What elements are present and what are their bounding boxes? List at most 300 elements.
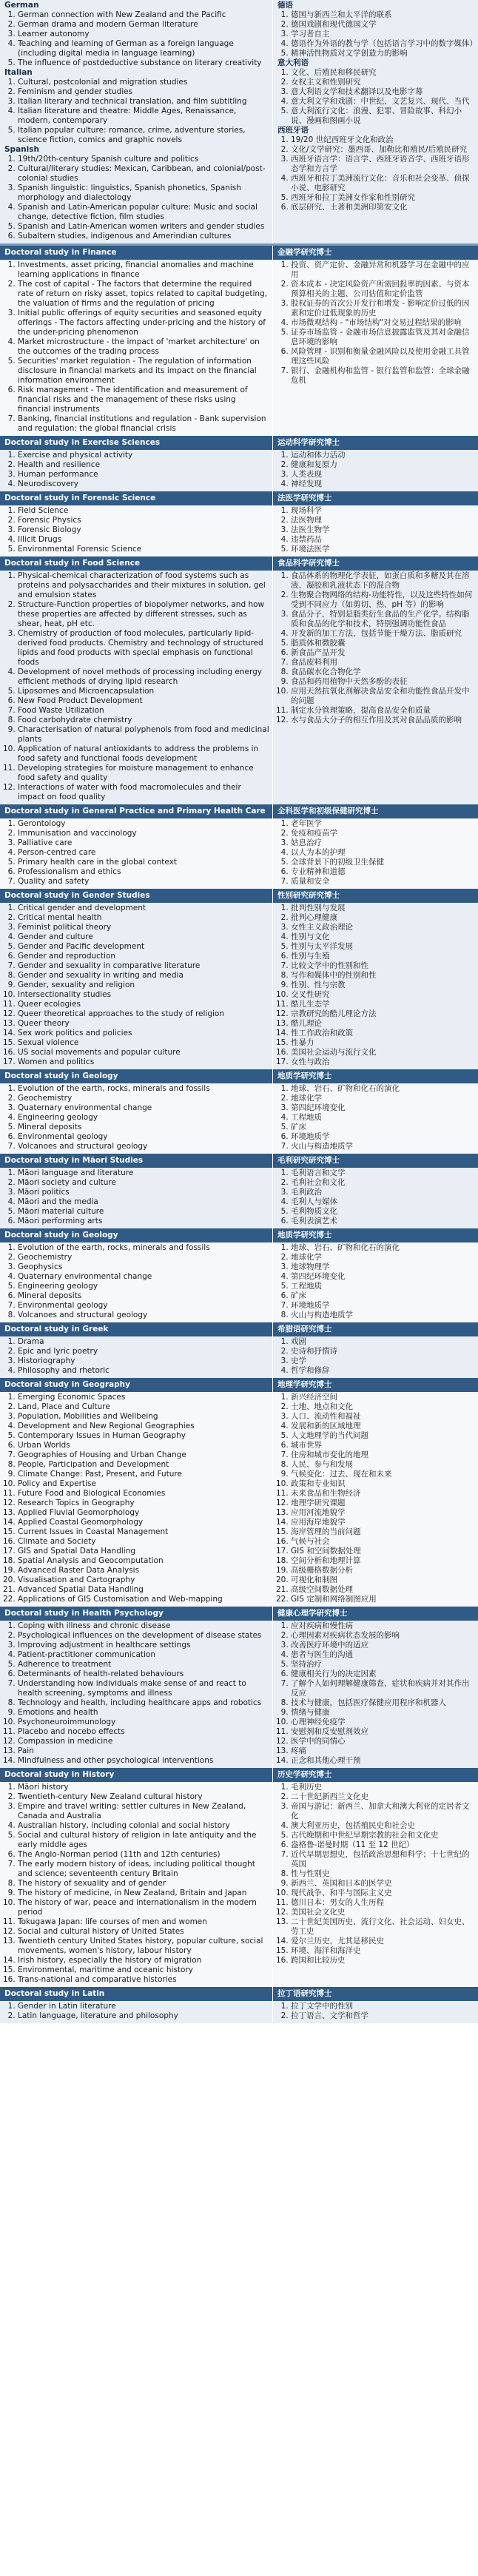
chinese-column — [272, 1168, 478, 1228]
list-item: 7. 食品废料利用 — [291, 658, 475, 667]
list-item: 10. Application of natural antioxidants to address the problems in food safety and functional foods development — [18, 744, 269, 764]
list-item: 1. 老年医学 — [291, 819, 475, 829]
list-item: 1. Drama — [18, 1337, 269, 1347]
chinese-column — [272, 903, 478, 1069]
list-item: 3. 股权证券的首次公开发行和增发 - 影响定价过低的因素和定价过低现象的历史 — [291, 299, 475, 318]
list-item: 3. 人类表现 — [291, 470, 475, 480]
list-item: 18. Spatial Analysis and Geocomputation — [18, 1556, 269, 1566]
section-title: 运动科学研究博士 — [272, 436, 478, 450]
topic-list — [4, 1337, 269, 1376]
list-item: 4. 工程地质 — [291, 1113, 475, 1123]
list-item: 6. Māori performing arts — [18, 1217, 269, 1226]
list-item: 8. 写作和媒体中的性别和性 — [291, 971, 475, 981]
section-title: 地质学研究博士 — [272, 1069, 478, 1083]
list-item: 19. 高级栅格数据分析 — [291, 1566, 475, 1575]
english-column — [0, 1083, 272, 1154]
list-item: 15. Environmental, maritime and oceanic history — [18, 1965, 269, 1975]
list-item: 8. Gender and sexuality in writing and media — [18, 971, 269, 981]
section-title: Doctoral study in Health Psychology — [0, 1607, 272, 1621]
list-item: 5. Mineral deposits — [18, 1123, 269, 1132]
list-item: 3. 改善医疗环境中的适应 — [291, 1641, 475, 1650]
list-item: 8. Technology and health, including healthcare apps and robotics — [18, 1698, 269, 1708]
list-item: 1. 戏剧 — [291, 1337, 475, 1347]
list-item: 7. 火山与构造地质学 — [291, 1142, 475, 1151]
english-column — [0, 2001, 272, 2023]
list-item: 12. 宗教研究的酷儿理论方法 — [291, 1009, 475, 1019]
section-title: 意大利语 — [277, 58, 309, 67]
list-item: 5. Environmental Forensic Science — [18, 545, 269, 554]
list-item: 13. 酷儿理论 — [291, 1019, 475, 1029]
section-body — [0, 1621, 478, 1768]
list-item: 15. Current Issues in Coastal Management — [18, 1527, 269, 1537]
list-item: 12. 医学中的同情心 — [291, 1737, 475, 1746]
list-item: 13. Applied Fluvial Geomorphology — [18, 1508, 269, 1518]
list-item: 3. 法医生物学 — [291, 525, 475, 535]
list-item: 5. Adherence to treatment — [18, 1660, 269, 1669]
section-body — [0, 1392, 478, 1607]
list-item: 16. 气候与社会 — [291, 1537, 475, 1547]
list-item: 2. 免疫和疫苗学 — [291, 829, 475, 838]
topic-list — [277, 1783, 475, 1965]
section-body — [0, 571, 478, 804]
list-item: 7. 近代早期思想史，包括政治思想和科学；十七世纪的英国 — [291, 1850, 475, 1869]
list-item: 11. Future Food and Biological Economies — [18, 1489, 269, 1499]
section-title: 全科医学和初级保健研究博士 — [272, 804, 478, 818]
list-item: 10. Psychoneuroimmunology — [18, 1718, 269, 1727]
list-item: 3. Improving adjustment in healthcare settings — [18, 1641, 269, 1650]
list-item: 12. Interactions of water with food macromolecules and their impact on food quality — [18, 783, 269, 802]
list-item: 11. Developing strategies for moisture management to enhance food safety and quality — [18, 764, 269, 783]
topic-list — [4, 10, 269, 68]
list-item: 3. Quaternary environmental change — [18, 1103, 269, 1113]
list-item: 17. Women and politics — [18, 1057, 269, 1067]
section-title: Doctoral study in Māori Studies — [0, 1154, 272, 1168]
list-item: 1. Physical-chemical characterization of food systems such as proteins and polysaccharides and their mixtures in solution, gel and emulsion states — [18, 571, 269, 600]
list-item: 5. Spanish and Latin-American women writers and gender studies — [18, 222, 269, 232]
list-item: 7. 比较文学中的性别和性 — [291, 961, 475, 971]
section-title: Doctoral study in Geography — [0, 1378, 272, 1392]
section-body — [0, 1242, 478, 1322]
chinese-column — [272, 1782, 478, 1987]
topic-list — [4, 1243, 269, 1320]
topic-list — [4, 506, 269, 554]
list-item: 4. 德语作为外语的教与学（包括语言学习中的数字媒体） — [291, 39, 475, 49]
chinese-column — [272, 818, 478, 889]
list-item: 6. 风险管理 - 识别和衡量金融风险以及使用金融工具管理这些风险 — [291, 347, 475, 366]
list-item: 5. 坚持治疗 — [291, 1660, 475, 1669]
list-item: 7. Environmental geology — [18, 1301, 269, 1311]
topic-list — [277, 1621, 475, 1766]
section-header — [0, 889, 478, 903]
list-item: 1. 19th/20th-century Spanish culture and politics — [18, 155, 269, 164]
list-item: 13. Twentieth century United States history, popular culture, social movements, women's history, labour history — [18, 1937, 269, 1956]
topic-list — [277, 260, 475, 386]
list-item: 5. Gender and Pacific development — [18, 942, 269, 952]
list-item: 1. 德国与新西兰和太平洋的联系 — [291, 10, 475, 20]
list-item: 2. 生物聚合物网络的结构-功能特性，以及这些特性如何受到不同应力（如剪切、热、pH 等）的影响 — [291, 591, 475, 610]
list-item: 13. 二十世纪美国历史、流行文化、社会运动、妇女史、劳工史 — [291, 1917, 475, 1937]
list-item: 9. The history of medicine, in New Zealand, Britain and Japan — [18, 1889, 269, 1898]
list-item: 12. 地理学研究课题 — [291, 1499, 475, 1508]
list-item: 20. 可视化和制图 — [291, 1575, 475, 1585]
section-header — [0, 1228, 478, 1242]
list-item: 4. 违禁药品 — [291, 535, 475, 545]
topic-list — [277, 1243, 475, 1320]
section-title: Doctoral study in Geology — [0, 1228, 272, 1242]
list-item: 5. 人文地理学的当代问题 — [291, 1431, 475, 1441]
list-item: 11. Placebo and nocebo effects — [18, 1727, 269, 1737]
list-item: 17. GIS 和空间数据处理 — [291, 1547, 475, 1556]
list-item: 14. Mindfulness and other psychological interventions — [18, 1756, 269, 1766]
list-item: 19. Advanced Raster Data Analysis — [18, 1566, 269, 1575]
list-item: 17. 女性与政治 — [291, 1057, 475, 1067]
list-item: 9. 情绪与健康 — [291, 1708, 475, 1718]
list-item: 2. 地球化学 — [291, 1094, 475, 1103]
list-item: 3. Initial public offerings of equity securities and seasoned equity offerings - The factors affecting under-pricing and the history of the under-pricing phenomenon — [18, 309, 269, 337]
list-item: 1. Evolution of the earth, rocks, minerals and fossils — [18, 1084, 269, 1094]
section-title: Doctoral study in Finance — [0, 246, 272, 260]
list-item: 3. Palliative care — [18, 838, 269, 848]
list-item: 10. 心理神经免疫学 — [291, 1718, 475, 1727]
list-item: 6. Risk management - The identification and measurement of financial risks and the management of these risks using financial instruments — [18, 386, 269, 414]
list-item: 4. Australian history, including colonial and social history — [18, 1821, 269, 1831]
section-title: 金融学研究博士 — [272, 246, 478, 260]
english-column — [0, 1242, 272, 1322]
topic-list — [4, 155, 269, 241]
list-item: 2. Forensic Physics — [18, 516, 269, 525]
list-item: 11. Queer ecologies — [18, 1000, 269, 1009]
list-item: 2. 毛利社会和文化 — [291, 1178, 475, 1188]
topic-list — [277, 10, 475, 58]
list-item: 2. 土地、地点和文化 — [291, 1402, 475, 1412]
topic-list — [4, 2002, 269, 2021]
english-column — [0, 818, 272, 889]
list-item: 9. Climate Change: Past, Present, and Future — [18, 1470, 269, 1479]
list-item: 10. 应用天然抗氧化剂解决食品安全和功能性食品开发中的问题 — [291, 687, 475, 706]
list-item: 3. Feminist political theory — [18, 923, 269, 932]
section-header — [0, 1378, 478, 1392]
section-title: 历史学研究博士 — [272, 1768, 478, 1782]
list-item: 5. 性别与太平洋发展 — [291, 942, 475, 952]
list-item: 22. Applications of GIS Customisation and Web-mapping — [18, 1595, 269, 1604]
list-item: 4. 市场微观结构 - "市场结构"对交易过程结果的影响 — [291, 318, 475, 328]
topic-list — [4, 904, 269, 1067]
list-item: 14. 性工作政治和政策 — [291, 1029, 475, 1038]
list-item: 3. 女性主义政治理论 — [291, 923, 475, 932]
topic-list — [277, 1337, 475, 1376]
list-item: 7. 银行、金融机构和监管 - 银行监管和监管：全球金融危机 — [291, 366, 475, 386]
list-item: 3. Geophysics — [18, 1262, 269, 1272]
section-body — [0, 1336, 478, 1378]
section-title: 法医学研究博士 — [272, 491, 478, 505]
list-item: 6. Gender and reproduction — [18, 952, 269, 961]
list-item: 9. 新西兰、英国和日本的医学史 — [291, 1879, 475, 1889]
section-title: 健康心理学研究博士 — [272, 1607, 478, 1621]
list-item: 4. Philosophy and rhetoric — [18, 1366, 269, 1376]
list-item: 1. 食品体系的物理化学表征，如蛋白质和多糖及其在溶液、凝胶和乳液状态下的混合物 — [291, 571, 475, 591]
list-item: 4. Neurodiscovery — [18, 480, 269, 489]
list-item: 4. Quaternary environmental change — [18, 1272, 269, 1282]
chinese-column — [272, 1083, 478, 1154]
section-title: Doctoral study in Geology — [0, 1069, 272, 1083]
section-title: Spanish — [4, 145, 39, 154]
section-body — [0, 1083, 478, 1154]
list-item: 1. Gerontology — [18, 819, 269, 829]
list-item: 16. 美国社会运动与流行文化 — [291, 1048, 475, 1057]
list-item: 14. Irish history, especially the history of migration — [18, 1956, 269, 1965]
list-item: 16. Climate and Society — [18, 1537, 269, 1547]
languages-en-column — [0, 0, 272, 243]
list-item: 2. Geochemistry — [18, 1253, 269, 1262]
list-item: 6. Determinants of health-related behaviours — [18, 1669, 269, 1679]
topic-list — [277, 571, 475, 725]
list-item: 5. 西班牙和拉丁美洲女作家和性别研究 — [291, 193, 475, 203]
list-item: 4. 发展和新的区域地理 — [291, 1422, 475, 1431]
list-item: 8. 性与性别史 — [291, 1869, 475, 1879]
list-item: 2. 法医物理 — [291, 516, 475, 525]
list-item: 4. 以人为本的护理 — [291, 848, 475, 858]
list-item: 4. Engineering geology — [18, 1113, 269, 1123]
section-body — [0, 1168, 478, 1228]
section-title: 食品科学研究博士 — [272, 556, 478, 571]
chinese-column — [272, 1242, 478, 1322]
list-item: 17. GIS and Spatial Data Handling — [18, 1547, 269, 1556]
list-item: 6. 健康相关行为的决定因素 — [291, 1669, 475, 1679]
list-item: 3. Historiography — [18, 1356, 269, 1366]
list-item: 1. 地球、岩石、矿物和化石的演化 — [291, 1243, 475, 1253]
list-item: 4. Māori and the media — [18, 1197, 269, 1207]
list-item: 1. Evolution of the earth, rocks, minerals and fossils — [18, 1243, 269, 1253]
list-item: 2. Māori society and culture — [18, 1178, 269, 1188]
topic-list — [277, 68, 475, 126]
list-item: 16. Trans-national and comparative histories — [18, 1975, 269, 1985]
list-item: 2. Immunisation and vaccinology — [18, 829, 269, 838]
list-item: 5. Māori material culture — [18, 1207, 269, 1217]
list-item: 9. 性别、性与宗教 — [291, 981, 475, 990]
section-title: Doctoral study in General Practice and Primary Health Care — [0, 804, 272, 818]
list-item: 2. Health and resilience — [18, 460, 269, 470]
list-item: 7. The early modern history of ideas, including political thought and science; seventeenth century Britain — [18, 1860, 269, 1879]
chinese-column — [272, 1392, 478, 1607]
list-item: 9. Characterisation of natural polyphenols from food and medicinal plants — [18, 725, 269, 744]
list-item: 5. Contemporary Issues in Human Geography — [18, 1431, 269, 1441]
list-item: 5. 毛利物质文化 — [291, 1207, 475, 1217]
section-title: 西班牙语 — [277, 126, 309, 135]
list-item: 5. Engineering geology — [18, 1282, 269, 1291]
list-item: 3. 帝国与游记：新西兰、加拿大和澳大利亚的定居者文化 — [291, 1802, 475, 1821]
list-item: 22. GIS 定制和网络制图应用 — [291, 1595, 475, 1604]
topic-list — [4, 1621, 269, 1766]
list-item: 14. Applied Coastal Geomorphology — [18, 1518, 269, 1527]
list-item: 6. 新食品产品开发 — [291, 648, 475, 658]
list-item: 12. Social and cultural history of United States — [18, 1927, 269, 1937]
list-item: 16. 跨国和比较历史 — [291, 1956, 475, 1965]
section-title: Doctoral study in Greek — [0, 1322, 272, 1336]
topic-list — [277, 1393, 475, 1604]
section-title: Doctoral study in Gender Studies — [0, 889, 272, 903]
list-item: 4. Illicit Drugs — [18, 535, 269, 545]
english-column — [0, 505, 272, 556]
list-item: 4. 毛利人与媒体 — [291, 1197, 475, 1207]
section-body — [0, 903, 478, 1069]
section-body — [0, 818, 478, 889]
list-item: 5. 全球背景下的初级卫生保健 — [291, 858, 475, 867]
list-item: 11. 德川日本：男女的人生历程 — [291, 1898, 475, 1908]
list-item: 6. 矿床 — [291, 1291, 475, 1301]
topic-list — [4, 78, 269, 145]
list-item: 4. 患者与医生的沟通 — [291, 1650, 475, 1660]
list-item: 1. 新兴经济空间 — [291, 1393, 475, 1402]
topic-list — [277, 1084, 475, 1151]
list-item: 6. Environmental geology — [18, 1132, 269, 1142]
chinese-column — [272, 2001, 478, 2023]
list-item: 4. Spanish and Latin-American popular culture: Music and social change, detective fiction, film studies — [18, 203, 269, 222]
list-item: 10. 交叉性研究 — [291, 990, 475, 1000]
list-item: 2. 拉丁语言、文学和哲学 — [291, 2011, 475, 2021]
list-item: 4. 意大利文学和戏剧：中世纪、文艺复兴、现代、当代 — [291, 97, 475, 107]
list-item: 7. Banking, financial institutions and regulation - Bank supervision and regulation: the global financial crisis — [18, 414, 269, 434]
list-item: 4. 西班牙和拉丁美洲流行文化：音乐和社会变革、侦探小说、电影研究 — [291, 174, 475, 193]
list-item: 3. 意大利语文学和技术翻译以及电影字幕 — [291, 87, 475, 97]
list-item: 1. 运动和体力活动 — [291, 451, 475, 460]
list-item: 15. 环境、海洋和海洋史 — [291, 1946, 475, 1956]
chinese-column — [272, 505, 478, 556]
list-item: 3. Māori politics — [18, 1188, 269, 1197]
section-title: 性别研究研究博士 — [272, 889, 478, 903]
list-item: 2. Twentieth-century New Zealand cultural history — [18, 1792, 269, 1802]
list-item: 12. 美国社会文化史 — [291, 1908, 475, 1917]
list-item: 1. Critical gender and development — [18, 904, 269, 913]
list-item: 13. Pain — [18, 1746, 269, 1756]
topic-list — [4, 451, 269, 489]
list-item: 9. Emotions and health — [18, 1708, 269, 1718]
list-item: 2. 地球化学 — [291, 1253, 475, 1262]
list-item: 10. Policy and Expertise — [18, 1479, 269, 1489]
list-item: 4. 开发新的加工方法，包括节能干燥方法、脂质研究 — [291, 629, 475, 639]
section-header — [0, 1768, 478, 1782]
list-item: 10. The history of war, peace and internationalism in the modern period — [18, 1898, 269, 1917]
list-item: 1. Gender in Latin literature — [18, 2002, 269, 2011]
list-item: 4. Development of novel methods of processing including energy efficient methods of drying lipid research — [18, 667, 269, 687]
section-title: 地质学研究博士 — [272, 1228, 478, 1242]
list-item: 2. Structure-Function properties of biopolymer networks, and how these properties are affected by different stresses, such as shear, heat, pH etc. — [18, 600, 269, 629]
list-item: 5. 工程地质 — [291, 1282, 475, 1291]
list-item: 7. 了解个人如何理解健康筛查、症状和疾病并对其作出反应 — [291, 1679, 475, 1698]
list-item: 2. 女权主义和性别研究 — [291, 78, 475, 87]
chinese-column — [272, 450, 478, 491]
list-item: 6. 环境地质学 — [291, 1132, 475, 1142]
list-item: 8. 火山与构造地质学 — [291, 1311, 475, 1320]
section-header — [0, 1987, 478, 2001]
list-item: 1. 拉丁文学中的性别 — [291, 2002, 475, 2011]
chinese-column — [272, 260, 478, 436]
list-item: 8. Food carbohydrate chemistry — [18, 716, 269, 725]
list-item: 12. Queer theoretical approaches to the study of religion — [18, 1009, 269, 1019]
list-item: 1. German connection with New Zealand and the Pacific — [18, 10, 269, 20]
list-item: 4. Market microstructure - the impact of 'market architecture' on the outcomes of the trading process — [18, 337, 269, 357]
list-item: 11. 安慰剂和反安慰剂效应 — [291, 1727, 475, 1737]
topic-list — [277, 506, 475, 554]
list-item: 20. Visualisation and Cartography — [18, 1575, 269, 1585]
languages-zh-column — [272, 0, 478, 243]
list-item: 14. Sex work politics and policies — [18, 1029, 269, 1038]
english-column — [0, 1782, 272, 1987]
list-item: 10. Intersectionality studies — [18, 990, 269, 1000]
list-item: 15. 性暴力 — [291, 1038, 475, 1048]
list-item: 2. 资本成本 - 决定风险资产所需回报率的因素、与资本预算相关的主题、公司估值和定价监管 — [291, 280, 475, 299]
list-item: 9. 食品和药用植物中天然多酚的表征 — [291, 677, 475, 687]
list-item: 7. 质量和安全 — [291, 877, 475, 887]
list-item: 2. 文化/文学研究：墨西哥、加勒比和殖民/后殖民研究 — [291, 145, 475, 155]
list-item: 2. 史诗和抒情诗 — [291, 1347, 475, 1356]
section-title: Doctoral study in History — [0, 1768, 272, 1782]
list-item: 3. Population, Mobilities and Wellbeing — [18, 1412, 269, 1422]
list-item: 8. 人民、参与和发展 — [291, 1460, 475, 1470]
list-item: 5. 证券市场监管 - 金融市场信息披露监管及其对金融信息环境的影响 — [291, 328, 475, 347]
list-item: 1. 现场科学 — [291, 506, 475, 516]
list-item: 1. 毛利历史 — [291, 1783, 475, 1792]
list-item: 7. Food Waste Utilization — [18, 706, 269, 716]
list-item: 8. People, Participation and Development — [18, 1460, 269, 1470]
list-item: 10. 现代战争、和平与国际主义史 — [291, 1889, 475, 1898]
list-item: 14. 正念和其他心理干预 — [291, 1756, 475, 1766]
section-languages — [0, 0, 478, 243]
list-item: 4. Italian literature and theatre: Middle Ages, Renaissance, modern, contemporary — [18, 107, 269, 126]
list-item: 1. Exercise and physical activity — [18, 451, 269, 460]
list-item: 3. Learner autonomy — [18, 30, 269, 39]
list-item: 5. 意大利流行文化：浪漫、犯罪、冒险故事、科幻小说、漫画和图画小说 — [291, 107, 475, 126]
list-item: 13. 疼痛 — [291, 1746, 475, 1756]
list-item: 2. 批判心理健康 — [291, 913, 475, 923]
list-item: 2. Feminism and gender studies — [18, 87, 269, 97]
chinese-column — [272, 1336, 478, 1378]
list-item: 6. Professionalism and ethics — [18, 867, 269, 877]
list-item: 11. 酷儿生态学 — [291, 1000, 475, 1009]
list-item: 2. Psychological influences on the development of disease states — [18, 1631, 269, 1641]
list-item: 6. 盎格鲁-诺曼时期（11 至 12 世纪） — [291, 1840, 475, 1850]
list-item: 5. 精神活性物质对文学创造力的影响 — [291, 49, 475, 58]
list-item: 5. Liposomes and Microencapsulation — [18, 687, 269, 696]
list-item: 6. 专业精神和道德 — [291, 867, 475, 877]
list-item: 7. Quality and safety — [18, 877, 269, 887]
list-item: 3. Human performance — [18, 470, 269, 480]
list-item: 6. New Food Product Development — [18, 696, 269, 706]
section-body — [0, 1782, 478, 1987]
list-item: 7. Geographies of Housing and Urban Change — [18, 1450, 269, 1460]
list-item: 5. Social and cultural history of religion in late antiquity and the early middle ages — [18, 1831, 269, 1850]
list-item: 2. 二十世纪新西兰文化史 — [291, 1792, 475, 1802]
list-item: 14. 应用海岸地貌学 — [291, 1518, 475, 1527]
list-item: 5. 古代晚期和中世纪早期宗教的社会和文化史 — [291, 1831, 475, 1840]
list-item: 14. 爱尔兰历史，尤其是移民史 — [291, 1937, 475, 1946]
list-item: 6. Mineral deposits — [18, 1291, 269, 1301]
topic-list — [277, 135, 475, 212]
list-item: 3. Spanish linguistic: linguistics, Spanish phonetics, Spanish morphology and dialectology — [18, 184, 269, 203]
list-item: 2. 健康和复原力 — [291, 460, 475, 470]
section-title: Doctoral study in Latin — [0, 1987, 272, 2001]
topic-list — [4, 1168, 269, 1226]
list-item: 3. 第四纪环境变化 — [291, 1103, 475, 1113]
list-item: 1. 批判性别与发展 — [291, 904, 475, 913]
list-item: 5. 脂质体和微胶囊 — [291, 639, 475, 648]
list-item: 6. Subaltern studies, indigenous and Amerindian cultures — [18, 232, 269, 241]
list-item: 3. Chemistry of production of food molecules, particularly lipid-derived food products. Chemistry and technology of structured lipids and food products with special emphasis on functional foods — [18, 629, 269, 667]
list-item: 1. 文化、后殖民和移民研究 — [291, 68, 475, 78]
list-item: 3. Italian literary and technical translation, and film subtitling — [18, 97, 269, 107]
list-item: 11. 未来食品和生物经济 — [291, 1489, 475, 1499]
list-item: 4. 澳大利亚历史，包括殖民史和社会史 — [291, 1821, 475, 1831]
list-item: 15. Sexual violence — [18, 1038, 269, 1048]
